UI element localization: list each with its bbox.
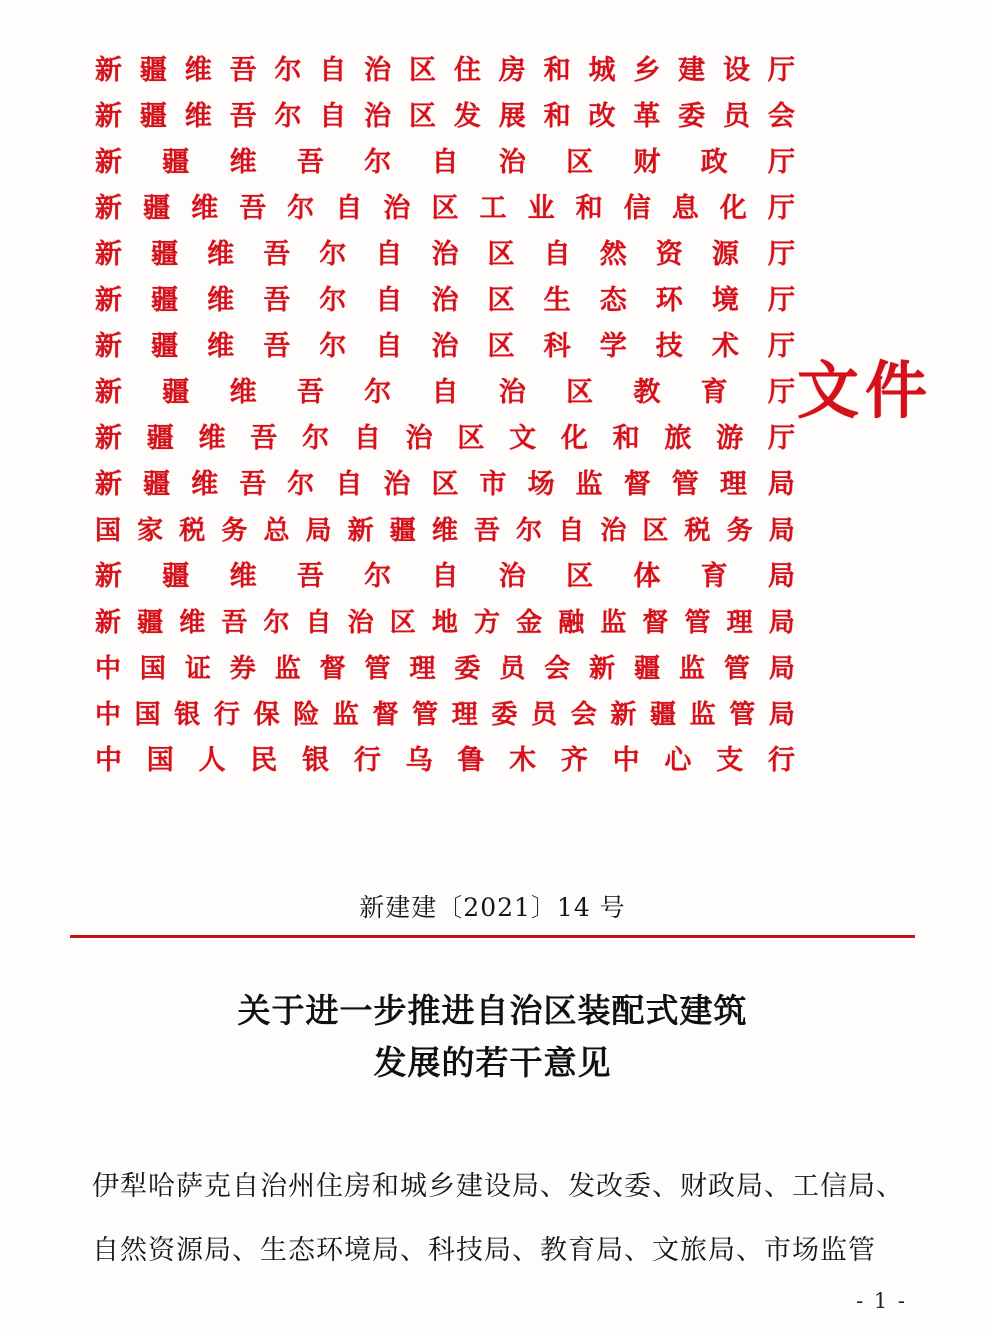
agency-list [95,48,795,784]
agency-line: 新 疆 维 吾 尔 自 治 区 教 育 厅 [95,377,795,408]
agency-line: 新 疆 维 吾 尔 自 治 区 生 态 环 境 厅 [95,285,795,316]
document-word-label: 文件 [796,354,933,427]
body-paragraph-line: 伊犁哈萨克自治州住房和城乡建设局、发改委、财政局、工信局、 [92,1171,904,1202]
agency-line: 新 疆 维 吾 尔 自 治 区 发 展 和 改 革 委 员 会 [95,101,795,132]
agency-line: 中 国 证 券 监 督 管 理 委 员 会 新 疆 监 管 局 [95,654,795,684]
red-separator-rule [70,935,915,938]
page-title-line-2: 发展的若干意见 [373,1043,612,1082]
agency-line: 中 国 银 行 保 险 监 督 管 理 委 员 会 新 疆 监 管 局 [95,700,795,730]
agency-line: 新 疆 维 吾 尔 自 治 区 体 育 局 [95,561,795,592]
agency-line: 新 疆 维 吾 尔 自 治 区 工 业 和 信 息 化 厅 [95,193,795,224]
agency-line: 新 疆 维 吾 尔 自 治 区 市 场 监 督 管 理 局 [95,469,795,500]
body-paragraph-line: 自然资源局、生态环境局、科技局、教育局、文旅局、市场监管 [92,1235,876,1266]
page-title-line-1: 关于进一步推进自治区装配式建筑 [237,991,748,1030]
body-text [92,1155,922,1283]
agency-line: 新 疆 维 吾 尔 自 治 区 财 政 厅 [95,147,795,178]
page-number: - 1 - [856,1289,907,1313]
page-title [0,985,985,1089]
document-number: 新建建〔2021〕14 号 [359,893,626,922]
agency-line: 中 国 人 民 银 行 乌 鲁 木 齐 中 心 支 行 [95,745,795,776]
agency-line: 新 疆 维 吾 尔 自 治 区 地 方 金 融 监 督 管 理 局 [95,608,795,638]
agency-line: 国 家 税 务 总 局 新 疆 维 吾 尔 自 治 区 税 务 局 [95,516,795,546]
agency-line: 新 疆 维 吾 尔 自 治 区 科 学 技 术 厅 [95,331,795,362]
agency-line: 新 疆 维 吾 尔 自 治 区 文 化 和 旅 游 厅 [95,423,795,454]
agency-line: 新 疆 维 吾 尔 自 治 区 自 然 资 源 厅 [95,239,795,270]
agency-line: 新 疆 维 吾 尔 自 治 区 住 房 和 城 乡 建 设 厅 [95,55,795,86]
